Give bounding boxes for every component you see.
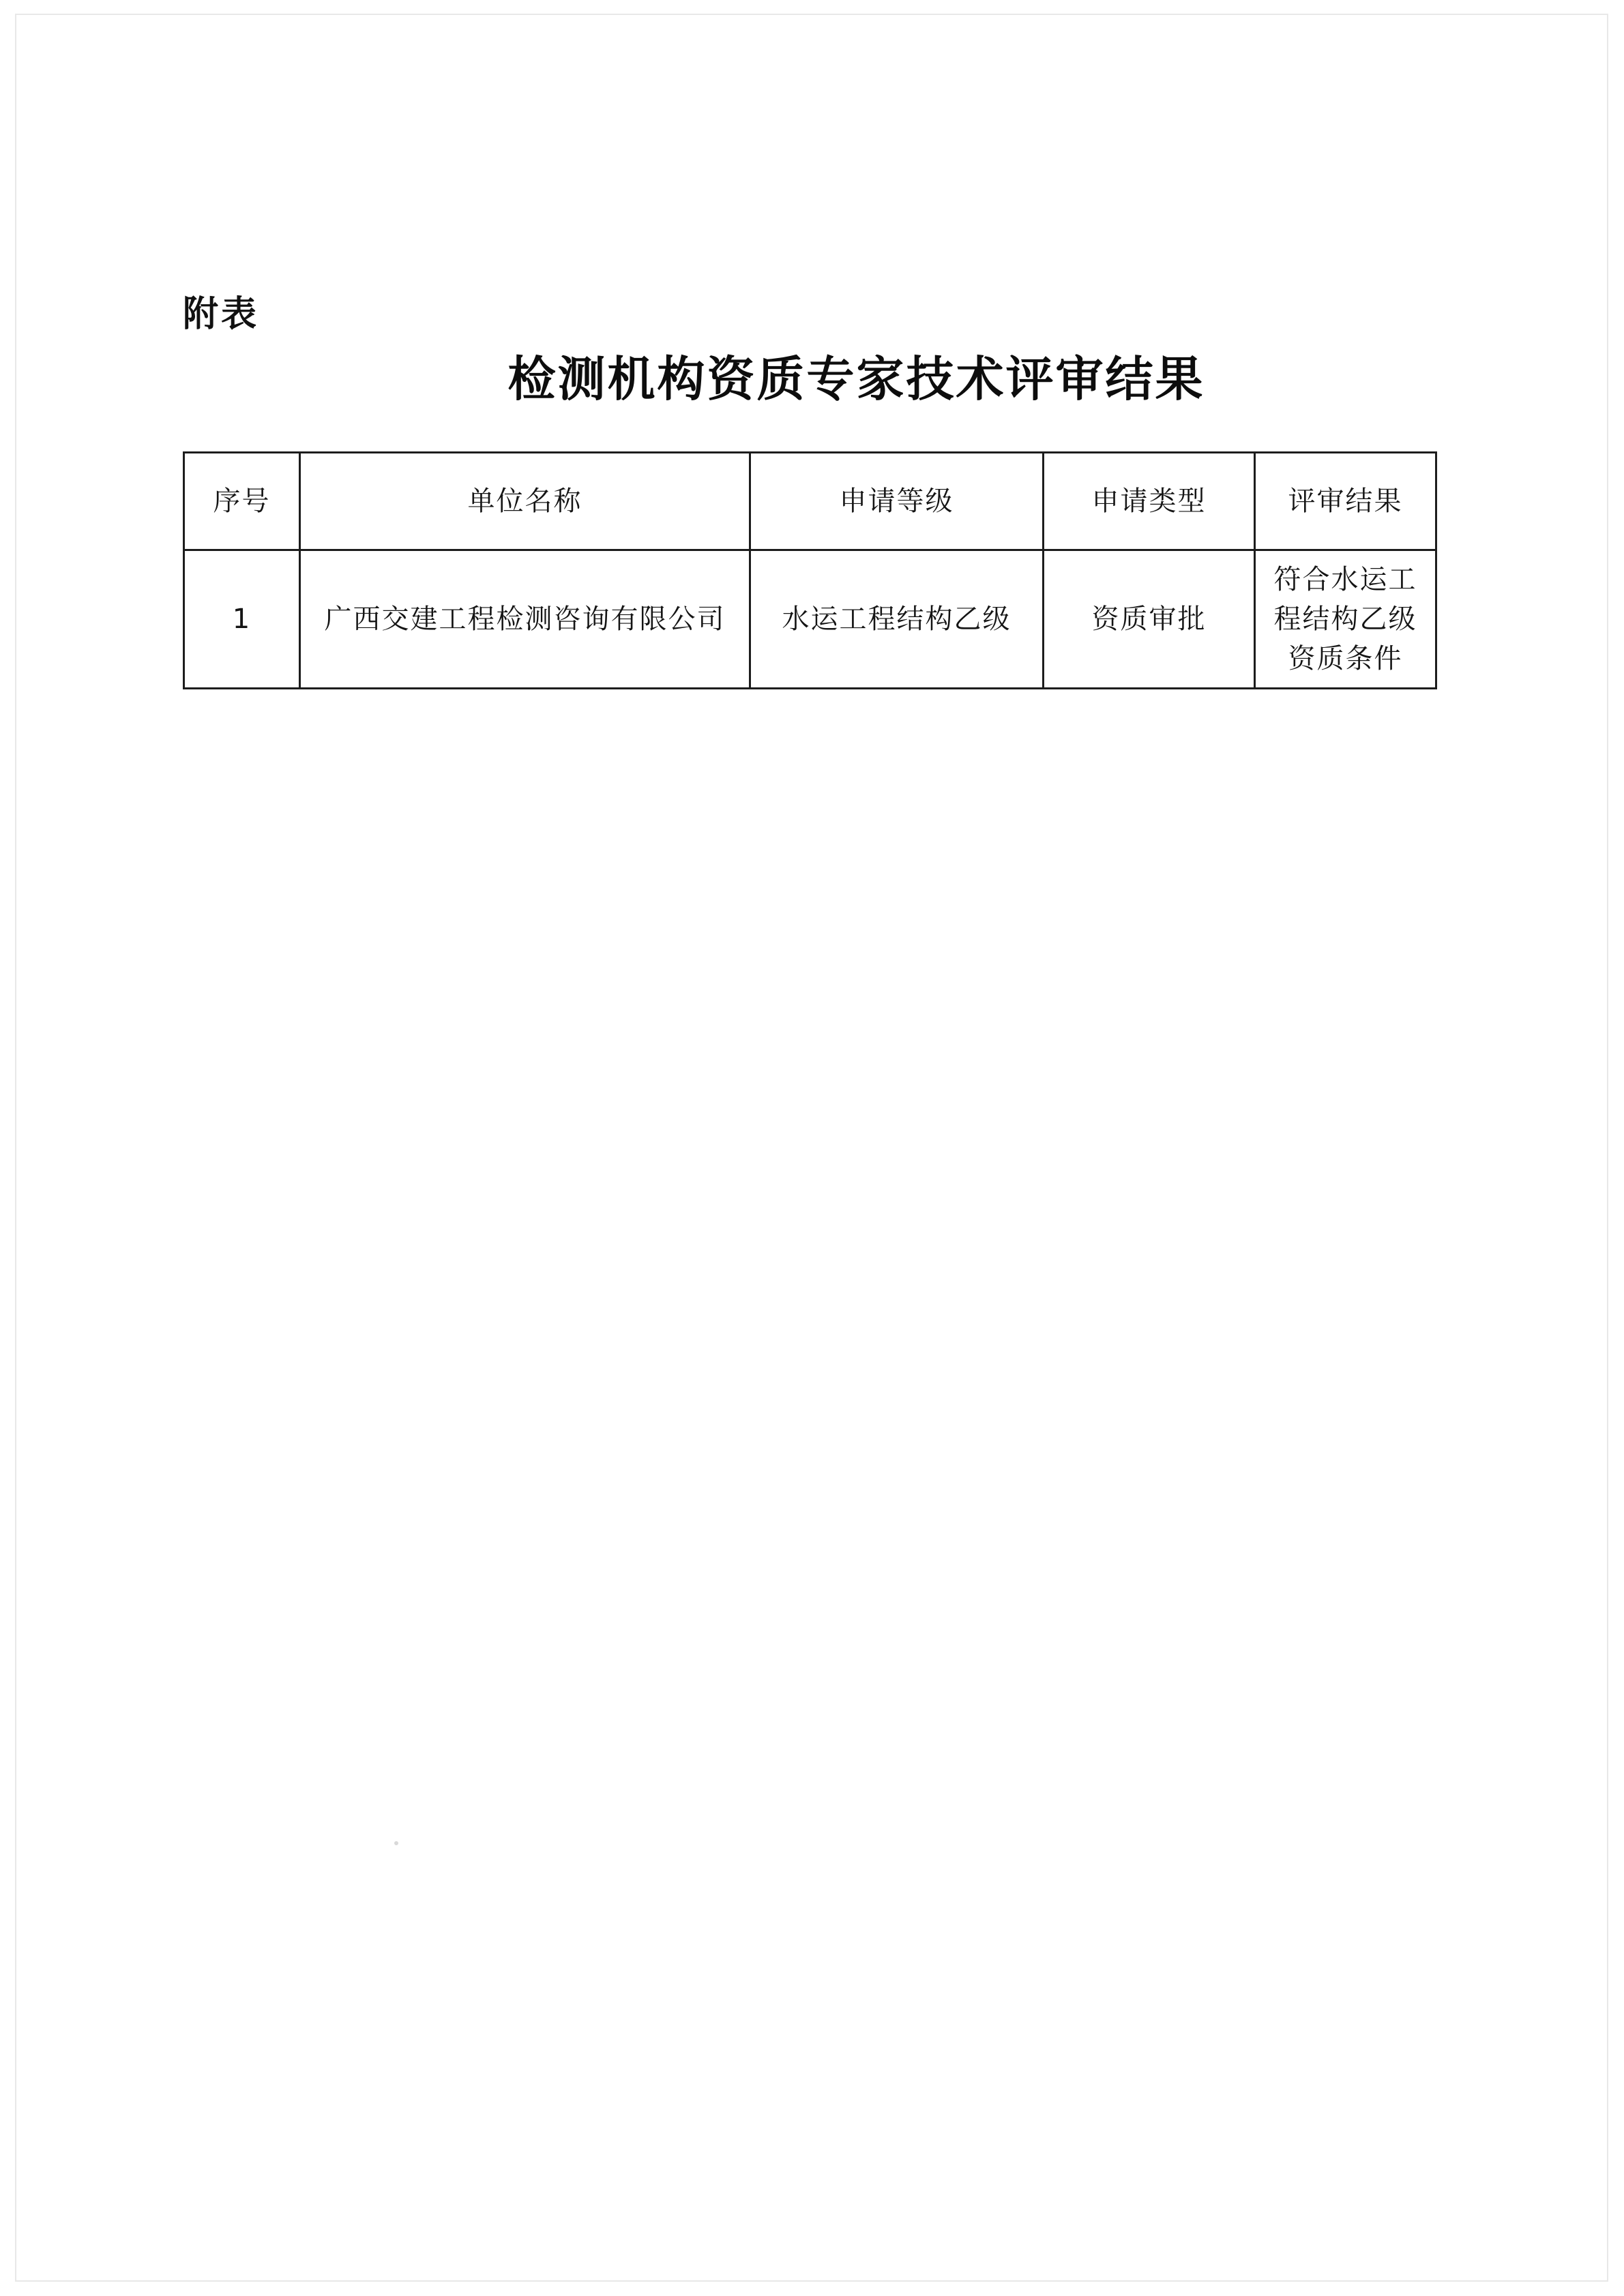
scan-artifact [394,1841,398,1845]
column-header-result: 评审结果 [1255,453,1436,550]
page-title: 检测机构资质专家技术评审结果 [507,351,1205,407]
cell-application-level: 水运工程结构乙级 [750,550,1044,689]
column-header-no: 序号 [184,453,300,550]
review-results-table-container [183,451,1435,689]
cell-unit-name: 广西交建工程检测咨询有限公司 [300,550,750,689]
cell-no: 1 [184,550,300,689]
column-header-name: 单位名称 [300,453,750,550]
table-row [184,550,1436,689]
column-header-level: 申请等级 [750,453,1044,550]
cell-review-result: 符合水运工程结构乙级资质条件 [1255,550,1436,689]
attachment-label: 附表 [183,294,260,335]
cell-application-type: 资质审批 [1044,550,1255,689]
table-header-row [184,453,1436,550]
review-results-table [183,451,1437,689]
column-header-type: 申请类型 [1044,453,1255,550]
